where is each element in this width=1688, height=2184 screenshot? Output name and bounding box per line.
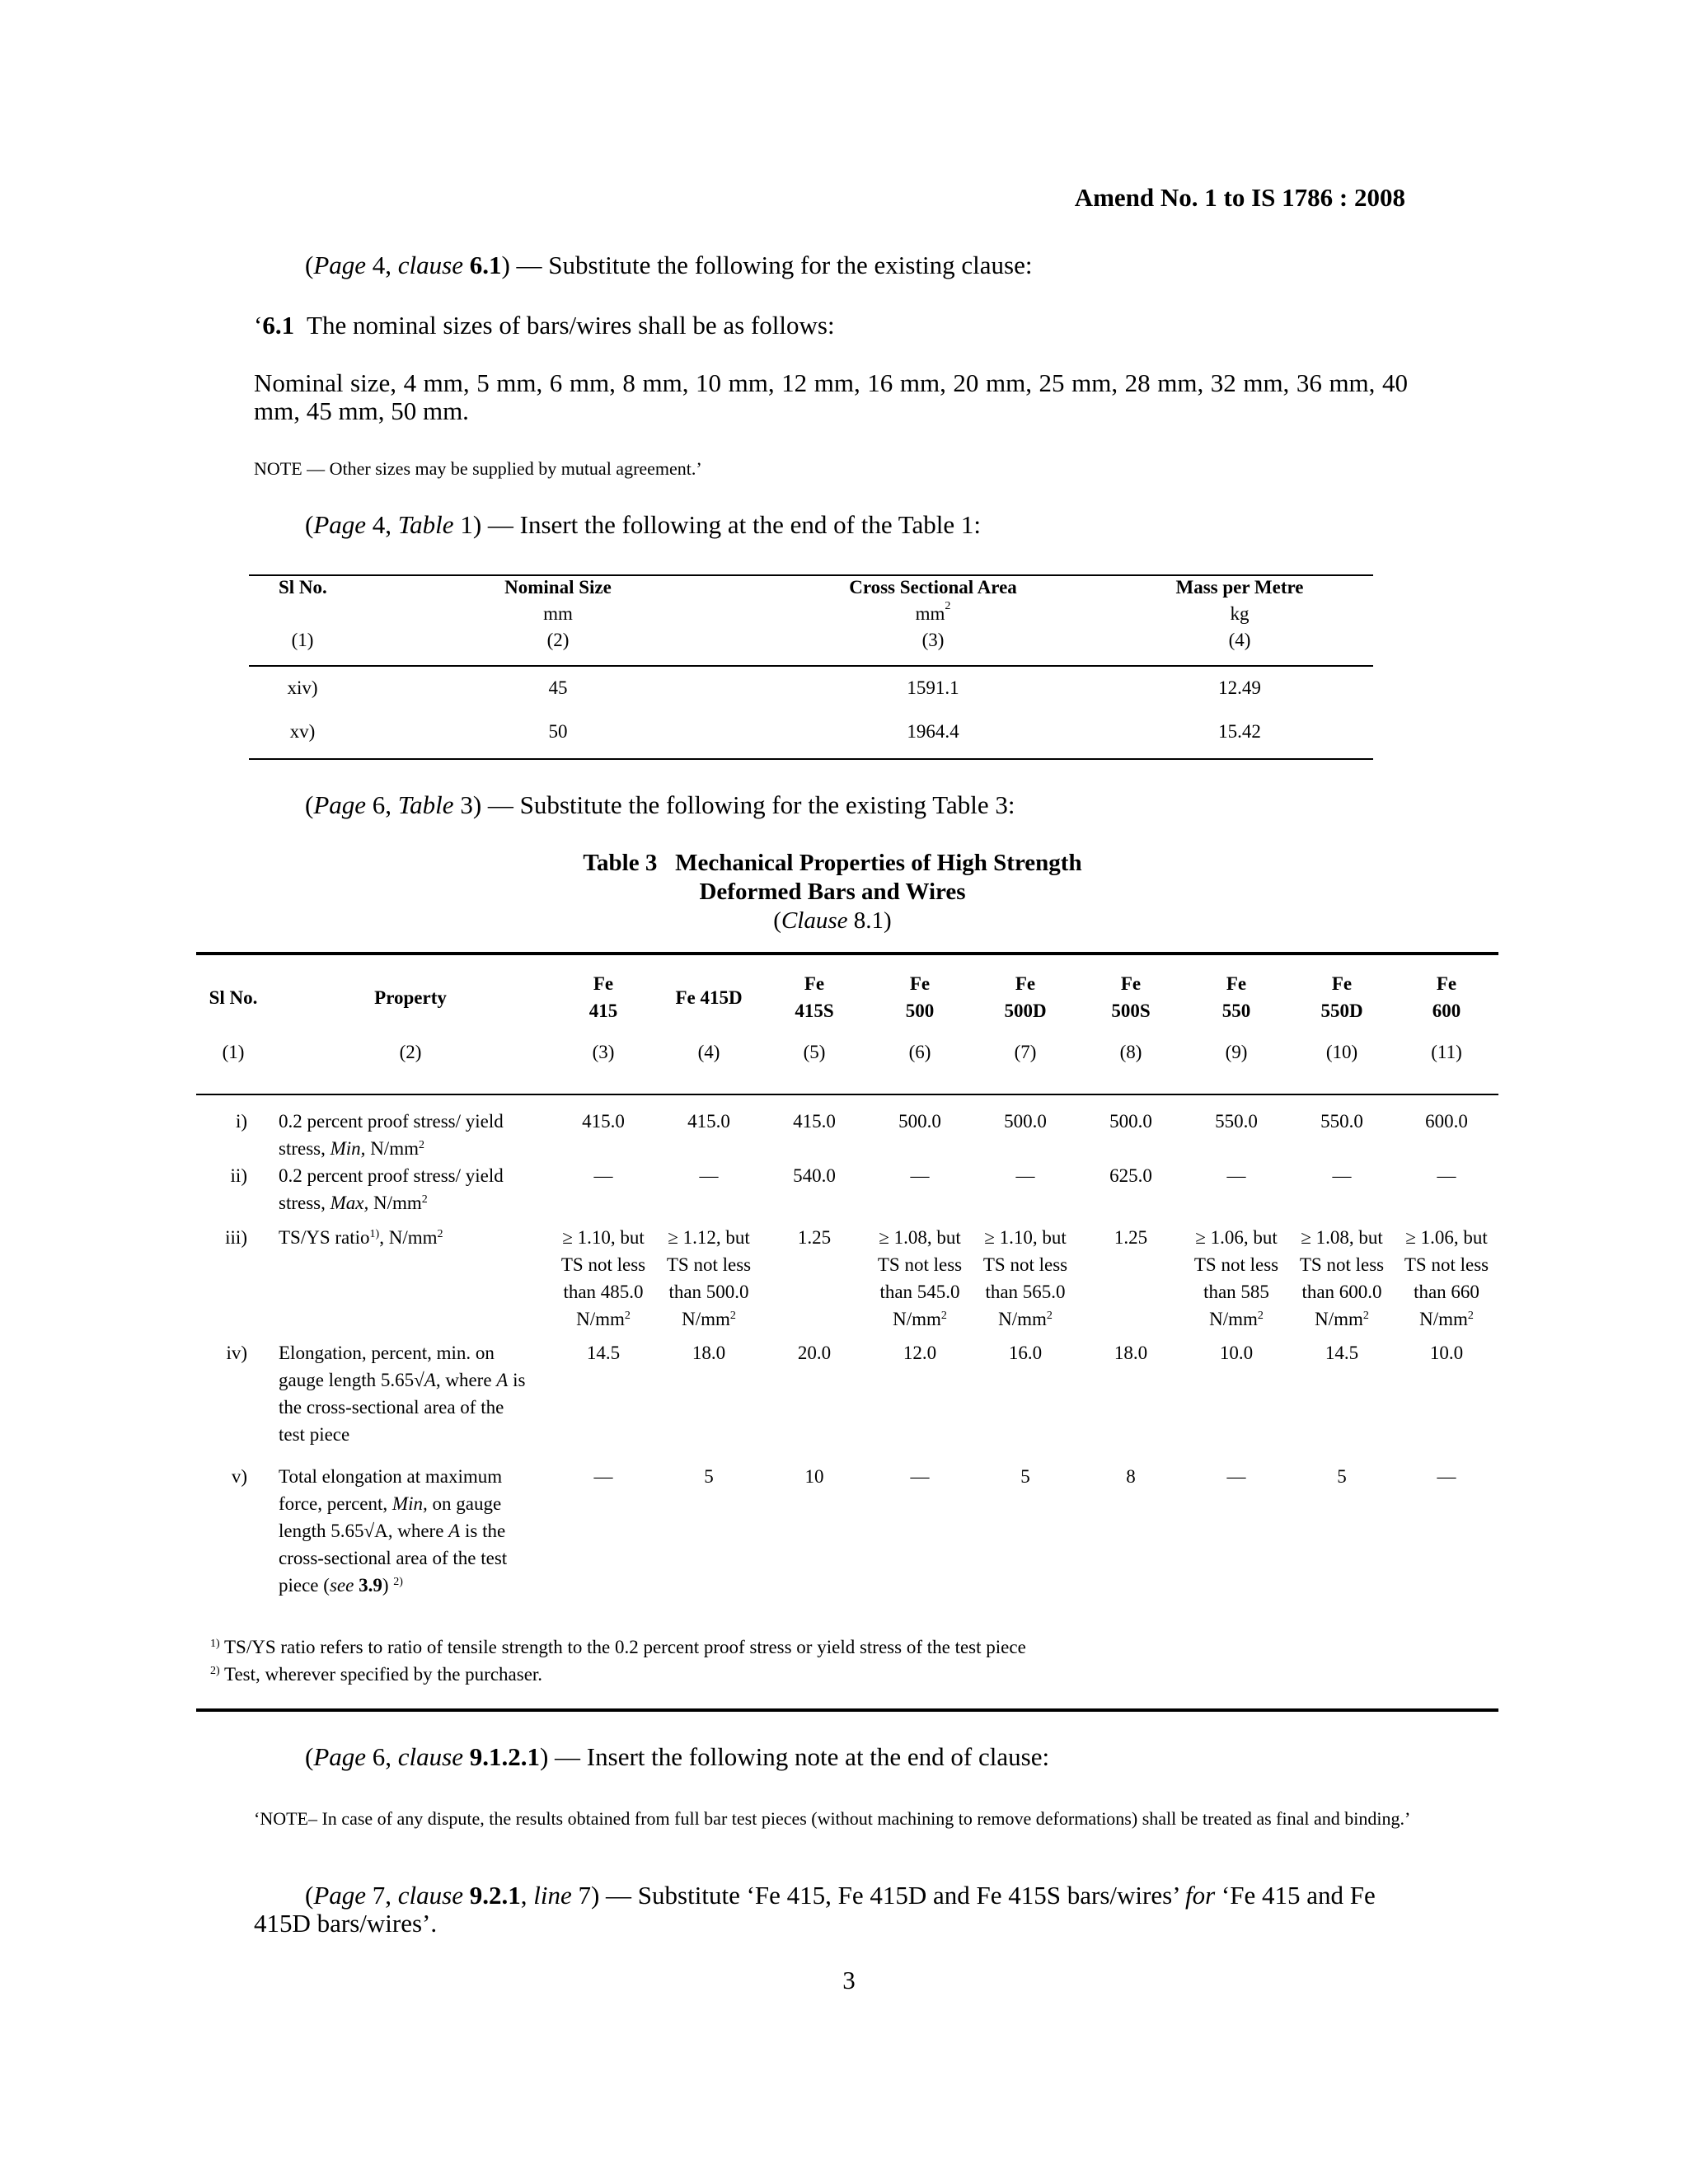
table3-footnotes [210, 1633, 1479, 1688]
val-sup: 2 [940, 1310, 947, 1322]
cell-value: — [1226, 1165, 1246, 1186]
prop-sup: 2 [437, 1228, 443, 1240]
prop-line [279, 1490, 551, 1517]
colnum: (6) [908, 1042, 931, 1062]
cell-mass: 15.42 [1218, 721, 1261, 742]
cell-value [1078, 1224, 1184, 1339]
cell-value: — [1015, 1165, 1035, 1186]
grade-line2: 500 [905, 1001, 935, 1021]
val-line [1184, 1305, 1289, 1333]
page-ref: Page [313, 1742, 367, 1771]
col-header-grade [551, 956, 656, 1038]
cell-value: 12.0 [903, 1343, 937, 1363]
footnote-mark: 2) [210, 1665, 220, 1677]
cell-value: — [910, 1466, 930, 1487]
cell-value: 625.0 [1109, 1165, 1152, 1186]
grade-line2: 550 [1221, 1001, 1251, 1021]
clause-text: The nominal sizes of bars/wires shall be as follows: [307, 311, 835, 340]
val-line [656, 1305, 762, 1333]
clause-no: 9.2.1 [462, 1881, 521, 1910]
val-line: than 500.0 [668, 1282, 749, 1302]
page-no: 6, [366, 1742, 398, 1771]
amendment-table-1: (Page 4, Table 1) — Insert the following at the end of the Table 1: [305, 510, 982, 539]
cell-value [762, 1224, 867, 1339]
cell-value: 20.0 [797, 1343, 832, 1363]
val-line: than 600.0 [1301, 1282, 1382, 1302]
page-no: 4, [366, 510, 398, 539]
prop-text: stress, [279, 1193, 331, 1213]
table-ref: Table [397, 510, 454, 539]
val-sup: 2 [624, 1310, 631, 1322]
val-sup: 2 [1467, 1310, 1474, 1322]
prop-italic: A [448, 1521, 461, 1541]
cell-property [270, 1339, 551, 1463]
cell-value: — [1437, 1165, 1456, 1186]
colnum: (1) [291, 630, 314, 650]
clause-no: 9.1.2.1 [462, 1742, 540, 1771]
cell-value: 5 [704, 1466, 714, 1487]
val-unit: N/mm [576, 1309, 625, 1329]
colnum: (7) [1014, 1042, 1037, 1062]
grade-line2: 415S [795, 1001, 834, 1021]
table-row [196, 1463, 1498, 1615]
val-line: TS not less [1193, 1254, 1279, 1275]
grade-line2: 415 [588, 1001, 618, 1021]
colnum: (8) [1119, 1042, 1142, 1062]
table-row [196, 1339, 1498, 1463]
table-ref: Table [397, 790, 454, 819]
amendment-clause-9-2-1: (Page 7, clause 9.2.1, line 7) — Substitute ‘Fe 415, Fe 415D and Fe 415S bars/wires’ for ‘Fe 415 and Fe 415D bars/wires’. [254, 1881, 1376, 1938]
grade-line1: Fe 415D [675, 987, 743, 1008]
unit-area-text: mm [915, 603, 945, 624]
table3-header-rule [196, 1094, 1498, 1095]
val-unit: N/mm [682, 1309, 730, 1329]
grade-line1: Fe [593, 973, 614, 994]
cell-property [270, 1463, 551, 1615]
grade-line1: Fe [804, 973, 825, 994]
cell-mass: 12.49 [1218, 677, 1261, 698]
prop-text: stress, [279, 1138, 331, 1159]
colnum: (3) [921, 630, 945, 650]
cell-value: 14.5 [586, 1343, 621, 1363]
cell-slno: iv) [226, 1343, 247, 1363]
cell-value: 500.0 [898, 1111, 941, 1132]
footnote-text: Test, wherever specified by the purchaser. [219, 1664, 543, 1685]
val-line: than 485.0 [563, 1282, 644, 1302]
val-line: than 585 [1203, 1282, 1269, 1302]
cell-value: — [699, 1165, 719, 1186]
colnum: (5) [803, 1042, 826, 1062]
val-unit: N/mm [1209, 1309, 1258, 1329]
val-line: ≥ 1.06, but [1405, 1227, 1488, 1248]
cell-slno: v) [231, 1466, 247, 1487]
val-line: TS not less [982, 1254, 1068, 1275]
val-line: than 660 [1414, 1282, 1479, 1302]
prop-sup: 1) [369, 1228, 380, 1240]
page-ref: Page [313, 790, 367, 819]
table-3-mechanical-properties [196, 956, 1498, 1615]
footnote-mark: 1) [210, 1638, 220, 1650]
line-ref: line [533, 1881, 572, 1910]
nominal-sizes: Nominal size, 4 mm, 5 mm, 6 mm, 8 mm, 10 mm, 12 mm, 16 mm, 20 mm, 25 mm, 28 mm, 32 mm, 36 mm, 40 mm, 45 mm, 50 mm. [254, 368, 1408, 425]
col-header-mass-per-metre: Mass per Metre [1175, 577, 1304, 598]
val-line: 1.25 [1114, 1227, 1148, 1248]
grade-line1: Fe [1436, 973, 1457, 994]
note-dispute: ‘NOTE– In case of any dispute, the results obtained from full bar test pieces (without machining to remove deformations) shall be treated as final and binding.’ [254, 1808, 1411, 1829]
col-header-grade [656, 956, 762, 1038]
footnote-text: TS/YS ratio refers to ratio of tensile strength to the 0.2 percent proof stress or yield stress of the test piece [219, 1637, 1026, 1657]
cell-slno: i) [235, 1111, 247, 1132]
page-no: 4, [366, 251, 398, 279]
grade-line1: Fe [1015, 973, 1036, 994]
cell-value: 10.0 [1219, 1343, 1254, 1363]
cell-slno: xiv) [287, 677, 318, 698]
cell-value: 540.0 [793, 1165, 836, 1186]
prop-text: N/mm [365, 1138, 419, 1159]
colnum: (2) [399, 1042, 422, 1062]
val-unit: N/mm [1315, 1309, 1363, 1329]
clause-no: 6.1 [462, 251, 502, 279]
cell-value: — [593, 1466, 613, 1487]
val-line [1289, 1305, 1395, 1333]
val-line: ≥ 1.06, but [1195, 1227, 1278, 1248]
val-line: ≥ 1.08, but [879, 1227, 961, 1248]
prop-italic: Min, [392, 1493, 428, 1514]
prop-italic: A [496, 1370, 509, 1390]
val-sup: 2 [1046, 1310, 1053, 1322]
table3-clause-ref: (Clause 8.1) [773, 907, 892, 934]
cell-value: 415.0 [793, 1111, 836, 1132]
prop-text: N/mm [368, 1193, 422, 1213]
table1-header-row [249, 577, 1373, 603]
cell-value [656, 1224, 762, 1339]
val-line [1395, 1305, 1498, 1333]
amendment-table-3: (Page 6, Table 3) — Substitute the following for the existing Table 3: [305, 790, 1015, 819]
unit-mass: kg [1230, 603, 1250, 624]
col-header-slno: Sl No. [279, 577, 327, 598]
clause-6-1: ‘6.1 The nominal sizes of bars/wires shall be as follows: [254, 311, 835, 340]
clause-no: 8.1 [847, 907, 884, 934]
grade-line1: Fe [1120, 973, 1142, 994]
col-header-nominal-size: Nominal Size [504, 577, 612, 598]
val-line: ≥ 1.10, but [984, 1227, 1067, 1248]
clause-ref: clause [397, 1742, 463, 1771]
col-header-grade [973, 956, 1078, 1038]
colnum: (4) [1228, 630, 1251, 650]
prop-text: , where [435, 1370, 497, 1390]
val-line: TS not less [1404, 1254, 1489, 1275]
prop-text: , N/mm [379, 1227, 438, 1248]
prop-text: length 5.65√A, where [279, 1521, 449, 1541]
prop-sup: 2) [393, 1576, 403, 1588]
amendment-text: ) — Substitute ‘Fe 415, Fe 415D and Fe 415S bars/wires’ [590, 1881, 1185, 1910]
cell-property [270, 1162, 551, 1224]
prop-line: Total elongation at maximum [279, 1466, 503, 1487]
prop-text: force, percent, [279, 1493, 392, 1514]
cell-value: 16.0 [1008, 1343, 1043, 1363]
table-row [249, 664, 1373, 711]
table1-top-rule [249, 574, 1373, 576]
grade-line2: 500S [1111, 1001, 1151, 1021]
cell-value: — [1226, 1466, 1246, 1487]
unit-nominal-size: mm [543, 603, 573, 624]
grade-line1: Fe [1331, 973, 1353, 994]
grade-line1: Fe [909, 973, 931, 994]
prop-sup: 2 [421, 1193, 428, 1206]
cell-value: 18.0 [692, 1343, 726, 1363]
cell-value: 18.0 [1114, 1343, 1148, 1363]
page-no: 7, [366, 1881, 398, 1910]
cell-property [270, 1096, 551, 1162]
prop-text: is the [460, 1521, 506, 1541]
cell-slno: iii) [225, 1227, 247, 1248]
cell-value: 550.0 [1215, 1111, 1258, 1132]
prop-text: on gauge [427, 1493, 502, 1514]
table3-bottom-rule [196, 1708, 1498, 1712]
prop-sup: 2 [418, 1139, 424, 1151]
cell-value: 500.0 [1004, 1111, 1047, 1132]
table3-colnum-row [196, 1038, 1498, 1096]
cell-value [973, 1224, 1078, 1339]
prop-line [279, 1517, 551, 1544]
table-row [249, 711, 1373, 757]
page-no: 6, [366, 790, 398, 819]
colnum: (4) [697, 1042, 720, 1062]
cell-value [1289, 1224, 1395, 1339]
prop-line: test piece [279, 1424, 350, 1445]
amendment-text: ) — Substitute the following for the existing clause: [501, 251, 1033, 279]
clause-ref: clause [397, 1881, 463, 1910]
prop-italic: A [424, 1370, 436, 1390]
col-header-property: Property [374, 987, 447, 1008]
col-header-slno: Sl No. [209, 987, 258, 1008]
col-header-grade [1395, 956, 1498, 1038]
clause-number: 6.1 [262, 311, 295, 340]
cell-value: 550.0 [1320, 1111, 1363, 1132]
cell-property [270, 1224, 551, 1339]
cell-value: 600.0 [1425, 1111, 1468, 1132]
val-line [867, 1305, 973, 1333]
cell-value: 5 [1337, 1466, 1347, 1487]
amendment-clause-6-1: (Page 4, clause 6.1) — Substitute the following for the existing clause: [305, 251, 1033, 279]
colnum: (9) [1225, 1042, 1248, 1062]
grade-line2: 500D [1004, 1001, 1047, 1021]
cell-value [1395, 1224, 1498, 1339]
val-line [973, 1305, 1078, 1333]
prop-italic: Max, [330, 1193, 369, 1213]
val-line: TS not less [1299, 1254, 1385, 1275]
cell-value [551, 1224, 656, 1339]
prop-text: gauge length 5.65√ [279, 1370, 424, 1390]
prop-text: is [508, 1370, 526, 1390]
page-ref: Page [313, 1881, 367, 1910]
amendment-text: ‘Fe 415 and Fe 415D bars/wires’. [254, 1881, 1376, 1938]
val-sup: 2 [729, 1310, 736, 1322]
val-line: than 565.0 [985, 1282, 1066, 1302]
prop-italic: see [329, 1575, 354, 1596]
footnote-1 [210, 1633, 1479, 1661]
col-header-grade [867, 956, 973, 1038]
val-line [551, 1305, 656, 1333]
cell-area: 1964.4 [907, 721, 959, 742]
table3-title-line2: Deformed Bars and Wires [699, 879, 966, 905]
amendment-text: ) — Insert the following note at the end of clause: [539, 1742, 1050, 1771]
val-unit: N/mm [998, 1309, 1047, 1329]
val-line: TS not less [666, 1254, 752, 1275]
prop-line [279, 1135, 551, 1162]
cell-value: 14.5 [1325, 1343, 1359, 1363]
cell-area: 1591.1 [907, 677, 959, 698]
table1-bottom-rule [249, 758, 1373, 760]
grade-line2: 550D [1320, 1001, 1363, 1021]
cell-value: 415.0 [582, 1111, 625, 1132]
clause-ref: clause [397, 251, 463, 279]
table-no: 1 [453, 510, 473, 539]
cell-value: 10.0 [1429, 1343, 1464, 1363]
grade-line1: Fe [1226, 973, 1247, 994]
col-header-grade [1184, 956, 1289, 1038]
table1-units-row [249, 603, 1373, 630]
amendment-text: ) — Substitute the following for the existing Table 3: [472, 790, 1015, 819]
cell-value: — [910, 1165, 930, 1186]
page-ref: Page [313, 510, 367, 539]
prop-line: the cross-sectional area of the [279, 1397, 504, 1418]
prop-line [279, 1189, 551, 1216]
amendment-clause-9-1-2-1: (Page 6, clause 9.1.2.1) — Insert the following note at the end of clause: [305, 1742, 1050, 1771]
cell-nominal-size: 50 [548, 721, 568, 742]
table-row [196, 1224, 1498, 1339]
unit-slno [249, 603, 356, 630]
footnote-2 [210, 1661, 1479, 1688]
prop-line [279, 1366, 551, 1394]
prop-line: cross-sectional area of the test [279, 1548, 508, 1568]
page-number: 3 [842, 1966, 856, 1994]
prop-italic: Min, [330, 1138, 366, 1159]
val-line: 1.25 [797, 1227, 832, 1248]
colnum: (1) [222, 1042, 245, 1062]
grade-line2: 600 [1432, 1001, 1461, 1021]
page-ref: Page [313, 251, 367, 279]
unit-area-sup: 2 [945, 600, 951, 612]
line-no: 7 [571, 1881, 591, 1910]
prop-line [279, 1572, 551, 1599]
val-unit: N/mm [893, 1309, 941, 1329]
cell-value [1184, 1224, 1289, 1339]
col-header-grade [762, 956, 867, 1038]
table1-colnum-row [249, 630, 1373, 664]
prop-line: Elongation, percent, min. on [279, 1343, 495, 1363]
prop-text: ) [382, 1575, 389, 1596]
prop-line: 0.2 percent proof stress/ yield [279, 1165, 504, 1186]
note-other-sizes: NOTE — Other sizes may be supplied by mutual agreement.’ [254, 458, 702, 479]
val-unit: N/mm [1419, 1309, 1468, 1329]
table-row [196, 1096, 1498, 1162]
colnum: (11) [1431, 1042, 1462, 1062]
val-line: ≥ 1.12, but [668, 1227, 750, 1248]
col-header-grade [1078, 956, 1184, 1038]
for-italic: for [1184, 1881, 1216, 1910]
val-line: ≥ 1.08, but [1301, 1227, 1383, 1248]
cell-value: — [1332, 1165, 1352, 1186]
cell-value: 415.0 [687, 1111, 730, 1132]
cell-value: 8 [1126, 1466, 1136, 1487]
cell-value: 500.0 [1109, 1111, 1152, 1132]
cell-value: — [593, 1165, 613, 1186]
colnum: (3) [592, 1042, 615, 1062]
colnum: (2) [546, 630, 570, 650]
val-line: ≥ 1.10, but [562, 1227, 645, 1248]
val-line: TS not less [560, 1254, 646, 1275]
prop-bold: 3.9 [354, 1575, 382, 1596]
val-sup: 2 [1362, 1310, 1369, 1322]
cell-value: 5 [1020, 1466, 1030, 1487]
table3-title [478, 849, 1187, 935]
cell-value: — [1437, 1466, 1456, 1487]
cell-nominal-size: 45 [548, 677, 568, 698]
val-line: TS not less [877, 1254, 963, 1275]
cell-value [867, 1224, 973, 1339]
table3-header-row [196, 956, 1498, 1038]
table3-top-rule [196, 952, 1498, 955]
val-sup: 2 [1257, 1310, 1264, 1322]
prop-text: TS/YS ratio [279, 1227, 370, 1248]
val-line: than 545.0 [879, 1282, 960, 1302]
table1-header-rule [249, 665, 1373, 667]
unit-area [760, 600, 1106, 630]
clause-ref: Clause [781, 907, 848, 934]
prop-text: piece ( [279, 1575, 330, 1596]
colnum: (10) [1325, 1042, 1358, 1062]
cell-slno: xv) [289, 721, 316, 742]
cell-slno: ii) [230, 1165, 247, 1186]
document-header: Amend No. 1 to IS 1786 : 2008 [1074, 183, 1405, 212]
col-header-grade [1289, 956, 1395, 1038]
col-header-cross-sectional-area: Cross Sectional Area [849, 577, 1017, 598]
prop-line: 0.2 percent proof stress/ yield [279, 1111, 504, 1132]
table-no: 3 [453, 790, 473, 819]
table-row [196, 1162, 1498, 1224]
table-1-insert [249, 577, 1373, 757]
amendment-text: ) — Insert the following at the end of the Table 1: [472, 510, 982, 539]
cell-value: 10 [804, 1466, 824, 1487]
table3-title-line1: Table 3 Mechanical Properties of High Strength [583, 850, 1082, 876]
